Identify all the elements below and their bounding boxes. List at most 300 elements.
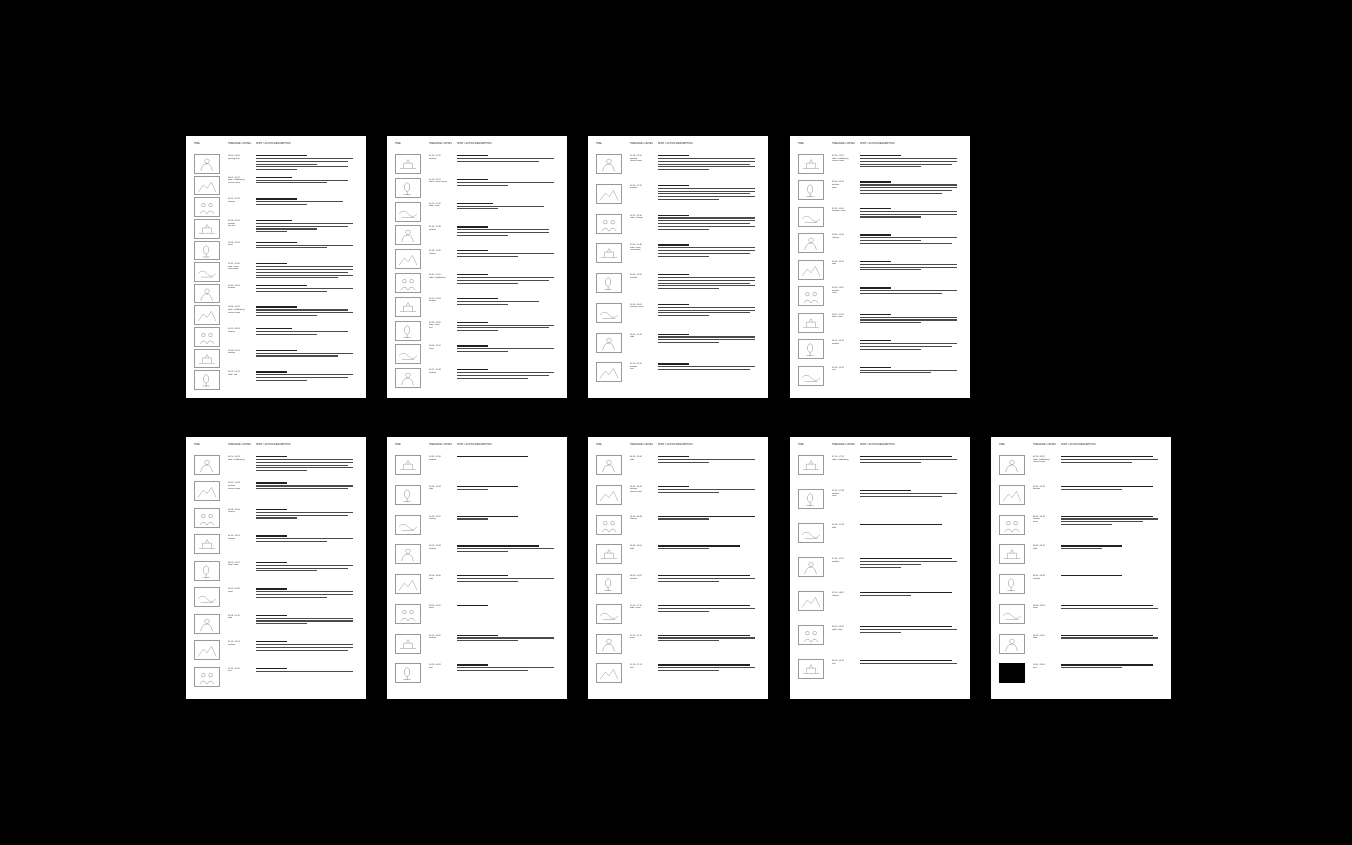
shot-description: [658, 363, 760, 372]
shot-timecode: 02:12 - 02:18 medium: [429, 369, 441, 374]
shot-description: [860, 261, 962, 272]
shot-description: [658, 456, 760, 465]
shot-row: [194, 327, 358, 349]
shot-description: [658, 244, 760, 258]
description-line: [256, 204, 307, 205]
shot-row: [798, 591, 962, 625]
description-line: [658, 244, 689, 245]
description-line: [860, 370, 957, 371]
description-line: [256, 568, 348, 569]
description-line: [860, 564, 921, 565]
shot-description: [457, 516, 559, 522]
header-col1: TIME: [798, 443, 804, 446]
description-line: [658, 191, 755, 192]
description-line: [658, 605, 750, 606]
storyboard-page: [991, 437, 1171, 699]
shot-list: [798, 455, 962, 695]
shot-thumbnail: [395, 604, 421, 624]
description-line: [1061, 575, 1122, 576]
shot-description: [658, 664, 760, 673]
shot-description: [256, 263, 358, 280]
description-line: [860, 456, 952, 457]
description-line: [457, 545, 539, 546]
shot-description: [1061, 664, 1163, 670]
description-line: [658, 334, 689, 335]
description-line: [256, 177, 292, 178]
shot-thumbnail: [999, 544, 1025, 564]
shot-thumbnail: [194, 481, 220, 501]
shot-timecode: 01:10 - 01:16 medium: [429, 155, 441, 160]
shot-timecode: 08:16 - 08:22 wide / establishing camera move: [1033, 456, 1050, 464]
description-line: [860, 269, 921, 270]
description-line: [658, 312, 750, 313]
description-line: [256, 541, 327, 542]
description-line: [457, 327, 549, 328]
description-line: [457, 250, 488, 251]
shot-row: [395, 604, 559, 634]
description-line: [860, 161, 957, 162]
shot-timecode: 05:02 - 05:08 insert: [228, 588, 240, 593]
description-line: [457, 185, 508, 186]
description-line: [256, 228, 317, 229]
description-line: [256, 615, 287, 616]
description-line: [658, 516, 755, 517]
shot-timecode: 03:32 - 03:40 medium / move: [832, 207, 846, 213]
description-line: [457, 301, 539, 302]
shot-timecode: 04:10 - 04:18 medium: [832, 340, 844, 345]
shot-thumbnail: [798, 233, 824, 253]
shot-timecode: 00:31 - 00:40 wide / move continuation: [228, 263, 240, 271]
shot-row: [194, 154, 358, 176]
description-line: [457, 456, 528, 457]
shot-thumbnail: [596, 273, 622, 293]
shot-description: [1061, 486, 1163, 492]
description-line: [658, 164, 750, 165]
description-line: [457, 208, 498, 209]
header-col1: TIME: [194, 142, 200, 145]
description-line: [860, 367, 891, 368]
shot-timecode: 02:18 - 02:26 opening camera move: [630, 155, 643, 163]
description-line: [860, 290, 957, 291]
description-line: [658, 575, 750, 576]
description-line: [256, 650, 348, 651]
description-line: [1061, 664, 1153, 665]
description-line: [256, 158, 353, 159]
description-line: [658, 342, 719, 343]
shot-thumbnail: [798, 659, 824, 679]
header-col3: SHOT / ACTION DESCRIPTION: [860, 443, 895, 446]
shot-row: [194, 370, 358, 392]
description-line: [860, 184, 957, 185]
description-line: [256, 623, 307, 624]
shot-timecode: 08:02 - 08:10 wide / move: [832, 626, 844, 631]
description-line: [860, 567, 901, 568]
shot-description: [457, 250, 559, 259]
shot-row: [999, 485, 1163, 515]
shot-list: [798, 154, 962, 394]
shot-description: [658, 274, 760, 291]
description-line: [658, 611, 709, 612]
shot-row: [194, 508, 358, 534]
description-line: [860, 193, 942, 194]
shot-thumbnail: [596, 574, 622, 594]
description-line: [658, 578, 755, 579]
shot-timecode: 04:54 - 05:02 wide / move: [228, 561, 240, 567]
shot-thumbnail: [194, 587, 220, 607]
shot-timecode: 03:40 - 03:46 closeup: [832, 234, 844, 239]
description-line: [256, 166, 348, 167]
shot-thumbnail: [596, 214, 622, 234]
description-line: [860, 314, 891, 315]
header-col3: SHOT / ACTION DESCRIPTION: [256, 443, 291, 446]
shot-timecode: 01:16 - 01:22 wide / camera move: [429, 178, 447, 184]
description-line: [658, 366, 755, 367]
shot-thumbnail: [194, 614, 220, 634]
description-line: [457, 516, 518, 517]
description-line: [860, 155, 901, 156]
shot-timecode: 00:05 - 00:12 wide / establishing camera move: [228, 176, 245, 184]
description-line: [860, 166, 921, 167]
description-line: [658, 250, 755, 251]
description-line: [658, 462, 709, 463]
shot-row: [194, 587, 358, 613]
shot-row: [596, 243, 760, 273]
description-line: [658, 664, 750, 665]
shot-timecode: 07:10 - 07:16 insert: [630, 634, 642, 640]
header-col1: TIME: [395, 142, 401, 145]
shot-description: [457, 226, 559, 237]
shot-timecode: 02:40 - 02:48 wide / move continuation: [630, 244, 642, 252]
shot-row: [798, 286, 962, 312]
description-line: [860, 181, 891, 182]
description-line: [1061, 548, 1102, 549]
header-col2: TIMECODE / NOTES: [1033, 443, 1056, 446]
shot-description: [1061, 516, 1163, 527]
description-line: [860, 626, 952, 627]
shot-row: [395, 178, 559, 202]
page-header: [194, 443, 358, 455]
shot-row: [395, 663, 559, 693]
storyboard-page: [186, 136, 366, 398]
shot-thumbnail: [798, 489, 824, 509]
shot-description: [860, 181, 962, 195]
shot-description: [860, 592, 962, 598]
description-line: [256, 291, 327, 292]
shot-row: [798, 339, 962, 365]
shot-description: [658, 486, 760, 495]
shot-thumbnail: [596, 154, 622, 174]
shot-thumbnail: [395, 297, 421, 317]
shot-thumbnail: [798, 286, 824, 306]
description-line: [860, 264, 957, 265]
description-line: [457, 348, 554, 349]
description-line: [1061, 489, 1122, 490]
shot-description: [457, 298, 559, 307]
shot-description: [658, 545, 760, 551]
shot-thumbnail: [395, 485, 421, 505]
shot-description: [256, 588, 358, 599]
description-line: [256, 618, 353, 619]
description-line: [860, 558, 952, 559]
description-line: [457, 369, 488, 370]
shot-timecode: 07:24 - 07:32 wide / establishing: [832, 456, 849, 461]
shot-thumbnail: [395, 368, 421, 388]
header-col2: TIMECODE / NOTES: [832, 443, 855, 446]
description-line: [1061, 521, 1143, 522]
description-line: [457, 226, 488, 227]
shot-description: [457, 322, 559, 333]
description-line: [860, 234, 891, 235]
description-line: [256, 462, 353, 463]
shot-description: [658, 635, 760, 644]
page-header: [596, 142, 760, 154]
shot-thumbnail: [395, 663, 421, 683]
shot-description: [256, 177, 358, 186]
shot-timecode: 05:36 - 05:44 wide: [429, 485, 441, 491]
description-line: [256, 588, 287, 589]
page-header: [194, 142, 358, 154]
description-line: [256, 155, 307, 156]
description-line: [860, 595, 911, 596]
shot-row: [194, 667, 358, 693]
description-line: [457, 161, 539, 162]
description-line: [658, 489, 755, 490]
description-line: [860, 261, 891, 262]
shot-thumbnail: [798, 207, 824, 227]
description-line: [256, 161, 348, 162]
shot-timecode: 01:30 - 01:38 medium: [429, 226, 441, 231]
header-col2: TIMECODE / NOTES: [630, 142, 653, 145]
description-line: [658, 217, 755, 218]
shot-thumbnail: [798, 313, 824, 333]
description-line: [256, 315, 317, 316]
shot-thumbnail: [596, 515, 622, 535]
shot-description: [860, 456, 962, 465]
page-header: [798, 443, 962, 455]
description-line: [457, 280, 549, 281]
shot-description: [658, 155, 760, 172]
description-line: [860, 561, 957, 562]
description-line: [256, 459, 353, 460]
description-line: [860, 214, 957, 215]
description-line: [256, 275, 353, 276]
description-line: [1061, 518, 1158, 519]
description-line: [658, 253, 750, 254]
description-line: [658, 220, 755, 221]
shot-thumbnail: [596, 485, 622, 505]
shot-row: [194, 305, 358, 327]
description-line: [256, 198, 297, 199]
description-line: [1061, 605, 1153, 606]
shot-row: [596, 154, 760, 184]
shot-row: [194, 197, 358, 219]
shot-description: [860, 340, 962, 351]
shot-description: [658, 575, 760, 584]
shot-timecode: 03:04 - 03:10 wide: [630, 333, 642, 339]
header-col2: TIMECODE / NOTES: [228, 443, 251, 446]
description-line: [457, 256, 518, 257]
description-line: [256, 647, 353, 648]
description-line: [658, 193, 750, 194]
description-line: [860, 493, 957, 494]
description-line: [658, 229, 709, 230]
description-line: [1061, 637, 1158, 638]
description-line: [860, 319, 957, 320]
shot-thumbnail: [395, 249, 421, 269]
shot-thumbnail: [194, 534, 220, 554]
shot-timecode: 03:54 - 04:02 medium close: [832, 287, 844, 295]
shot-thumbnail: [194, 327, 220, 347]
shot-description: [860, 660, 962, 666]
shot-description: [658, 304, 760, 318]
description-line: [256, 355, 338, 356]
shot-list: [194, 154, 358, 394]
shot-thumbnail: [194, 370, 220, 390]
shot-thumbnail: [395, 154, 421, 174]
description-line: [860, 164, 952, 165]
shot-description: [256, 328, 358, 337]
description-line: [457, 548, 554, 549]
description-line: [256, 668, 287, 669]
shot-thumbnail: [395, 634, 421, 654]
shot-row: [596, 273, 760, 303]
description-line: [860, 243, 952, 244]
shot-thumbnail: [194, 262, 220, 282]
shot-row: [395, 225, 559, 249]
description-line: [256, 350, 297, 351]
shot-row: [798, 366, 962, 392]
description-line: [658, 307, 755, 308]
description-line: [860, 629, 957, 630]
description-line: [457, 635, 498, 636]
shot-timecode: 06:28 - 06:34 wide: [630, 456, 642, 461]
storyboard-page: [790, 437, 970, 699]
description-line: [256, 201, 343, 202]
description-line: [1061, 545, 1122, 546]
description-line: [1061, 462, 1132, 463]
shot-thumbnail: [194, 455, 220, 475]
shot-row: [194, 262, 358, 284]
description-line: [457, 158, 554, 159]
shot-timecode: 08:54 - 09:00 wide: [1033, 634, 1045, 640]
description-line: [256, 164, 317, 165]
description-line: [256, 482, 287, 483]
description-line: [256, 465, 348, 466]
description-line: [256, 242, 297, 243]
description-line: [457, 229, 549, 230]
shot-row: [395, 249, 559, 273]
description-line: [1061, 456, 1153, 457]
description-line: [658, 486, 689, 487]
shot-row: [596, 455, 760, 485]
shot-description: [457, 635, 559, 644]
description-line: [658, 545, 740, 546]
header-col3: SHOT / ACTION DESCRIPTION: [658, 142, 693, 145]
description-line: [658, 369, 750, 370]
header-col2: TIMECODE / NOTES: [228, 142, 251, 145]
shot-timecode: 05:50 - 05:58 medium: [429, 545, 441, 550]
description-line: [860, 660, 952, 661]
shot-row: [194, 534, 358, 560]
shot-row: [395, 154, 559, 178]
shot-row: [798, 625, 962, 659]
description-line: [457, 578, 554, 579]
header-col1: TIME: [798, 142, 804, 145]
shot-thumbnail: [194, 305, 220, 325]
shot-thumbnail: [596, 303, 622, 323]
shot-timecode: 08:22 - 08:28 medium: [1033, 485, 1045, 491]
description-line: [860, 190, 952, 191]
shot-thumbnail: [194, 154, 220, 174]
shot-thumbnail: [596, 362, 622, 382]
description-line: [1061, 486, 1153, 487]
shot-row: [395, 321, 559, 345]
storyboard-page: [186, 437, 366, 699]
shot-thumbnail: [999, 663, 1025, 683]
shot-description: [457, 369, 559, 380]
shot-description: [860, 367, 962, 376]
shot-description: [860, 558, 962, 569]
shot-description: [256, 371, 358, 382]
description-line: [256, 309, 348, 310]
shot-row: [395, 544, 559, 574]
header-col3: SHOT / ACTION DESCRIPTION: [457, 443, 492, 446]
description-line: [256, 517, 297, 518]
header-col2: TIMECODE / NOTES: [630, 443, 653, 446]
shot-thumbnail: [798, 339, 824, 359]
shot-row: [194, 561, 358, 587]
shot-thumbnail: [798, 260, 824, 280]
description-line: [256, 266, 353, 267]
storyboard-page: [588, 136, 768, 398]
description-line: [457, 667, 554, 668]
shot-list: [999, 455, 1163, 695]
shot-row: [999, 455, 1163, 485]
shot-description: [256, 155, 358, 172]
shot-description: [658, 185, 760, 202]
shot-description: [256, 456, 358, 473]
shot-thumbnail: [395, 273, 421, 293]
shot-description: [457, 345, 559, 354]
header-col1: TIME: [999, 443, 1005, 446]
description-line: [658, 635, 750, 636]
description-line: [860, 208, 891, 209]
shot-timecode: 06:40 - 06:48 closeup: [630, 515, 642, 521]
shot-timecode: 06:48 - 06:56 wide: [630, 545, 642, 550]
shot-row: [596, 604, 760, 634]
shot-description: [256, 242, 358, 251]
description-line: [457, 298, 498, 299]
description-line: [256, 565, 353, 566]
description-line: [860, 462, 921, 463]
description-line: [658, 492, 719, 493]
description-line: [658, 288, 719, 289]
description-line: [658, 256, 709, 257]
shot-description: [860, 314, 962, 325]
header-col2: TIMECODE / NOTES: [832, 142, 855, 145]
shot-timecode: 06:12 - 06:20 medium: [429, 634, 441, 640]
shot-description: [457, 575, 559, 584]
description-line: [658, 336, 755, 337]
header-col3: SHOT / ACTION DESCRIPTION: [457, 142, 492, 145]
description-line: [256, 331, 348, 332]
shot-description: [1061, 575, 1163, 578]
description-line: [658, 310, 755, 311]
shot-thumbnail: [798, 625, 824, 645]
shot-description: [256, 220, 358, 234]
description-line: [457, 232, 549, 233]
description-line: [860, 372, 931, 373]
